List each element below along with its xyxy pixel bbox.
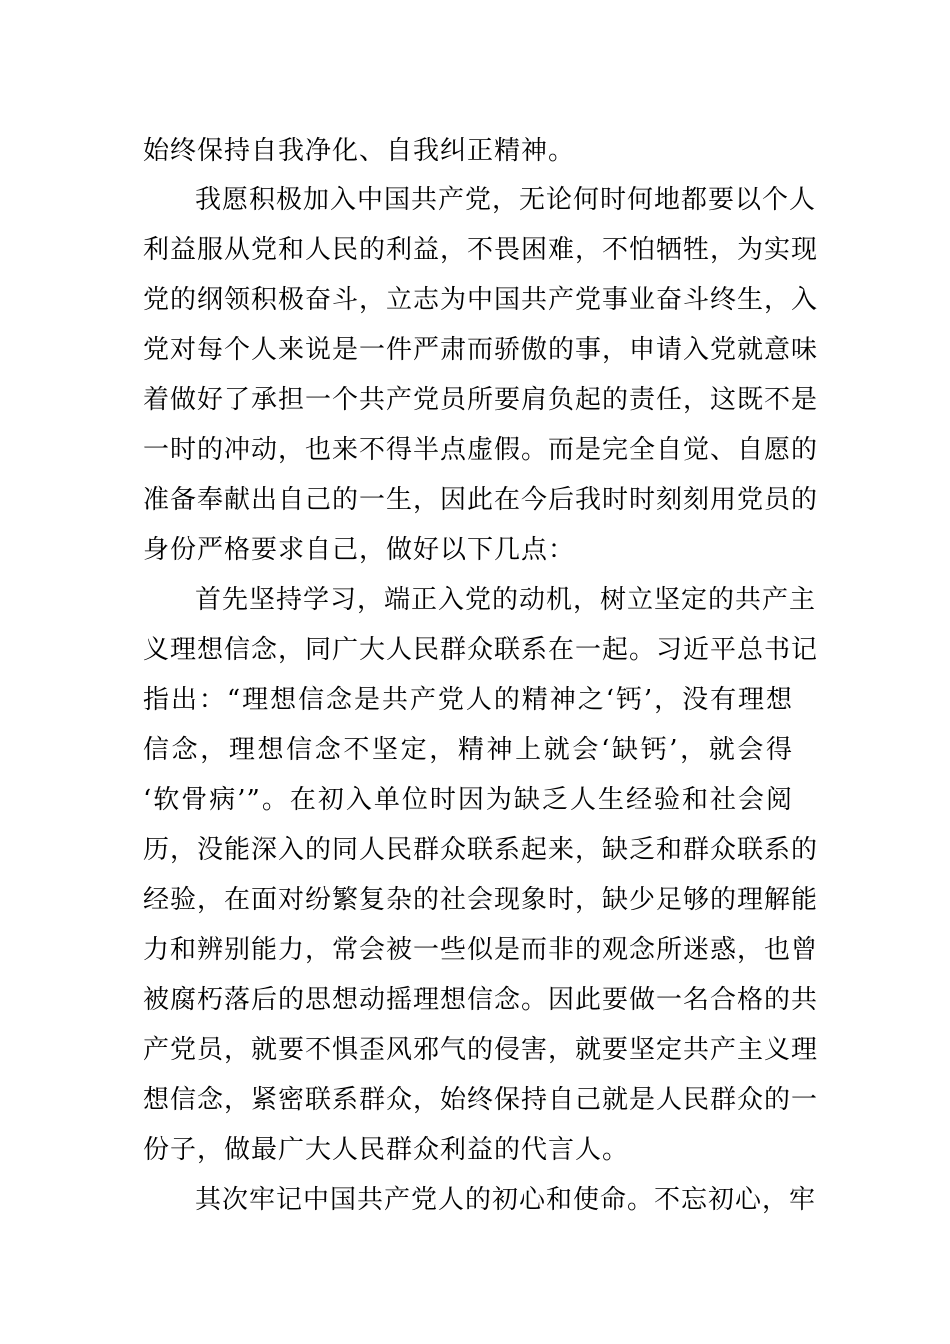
paragraph-line: 产党员，就要不惧歪风邪气的侵害，就要坚定共产主义理	[143, 1035, 819, 1065]
paragraph-line: 历，没能深入的同人民群众联系起来，缺乏和群众联系的	[143, 835, 819, 865]
paragraph-line: 一时的冲动，也来不得半点虚假。而是完全自觉、自愿的	[143, 435, 819, 465]
paragraph-line: 想信念，紧密联系群众，始终保持自己就是人民群众的一	[143, 1085, 819, 1115]
paragraph-line: 义理想信念，同广大人民群众联系在一起。习近平总书记	[143, 635, 819, 665]
paragraph-line: 准备奉献出自己的一生，因此在今后我时时刻刻用党员的	[143, 485, 819, 515]
paragraph-line: 党的纲领积极奋斗，立志为中国共产党事业奋斗终生，入	[143, 285, 819, 315]
paragraph-line: 身份严格要求自己，做好以下几点：	[143, 535, 576, 565]
paragraph-line: 力和辨别能力，常会被一些似是而非的观念所迷惑，也曾	[143, 935, 819, 965]
paragraph-line: 经验，在面对纷繁复杂的社会现象时，缺少足够的理解能	[143, 885, 819, 915]
paragraph-line: 首先坚持学习，端正入党的动机，树立坚定的共产主	[195, 585, 817, 615]
paragraph-line: ‘软骨病’”。在初入单位时因为缺乏人生经验和社会阅	[143, 785, 793, 815]
paragraph-line: 我愿积极加入中国共产党，无论何时何地都要以个人	[195, 185, 817, 215]
paragraph-line: 指出：“理想信念是共产党人的精神之‘钙’，没有理想	[143, 685, 793, 715]
paragraph-line: 着做好了承担一个共产党员所要肩负起的责任，这既不是	[143, 385, 819, 415]
paragraph-line: 其次牢记中国共产党人的初心和使命。不忘初心，牢	[195, 1185, 817, 1215]
paragraph-line: 被腐朽落后的思想动摇理想信念。因此要做一名合格的共	[143, 985, 819, 1015]
paragraph-line: 利益服从党和人民的利益，不畏困难，不怕牺牲，为实现	[143, 235, 819, 265]
paragraph-line: 党对每个人来说是一件严肃而骄傲的事，申请入党就意味	[143, 335, 819, 365]
paragraph-line: 信念，理想信念不坚定，精神上就会‘缺钙’，就会得	[143, 735, 793, 765]
paragraph-line: 始终保持自我净化、自我纠正精神。	[143, 136, 576, 166]
paragraph-line: 份子，做最广大人民群众利益的代言人。	[143, 1135, 630, 1165]
